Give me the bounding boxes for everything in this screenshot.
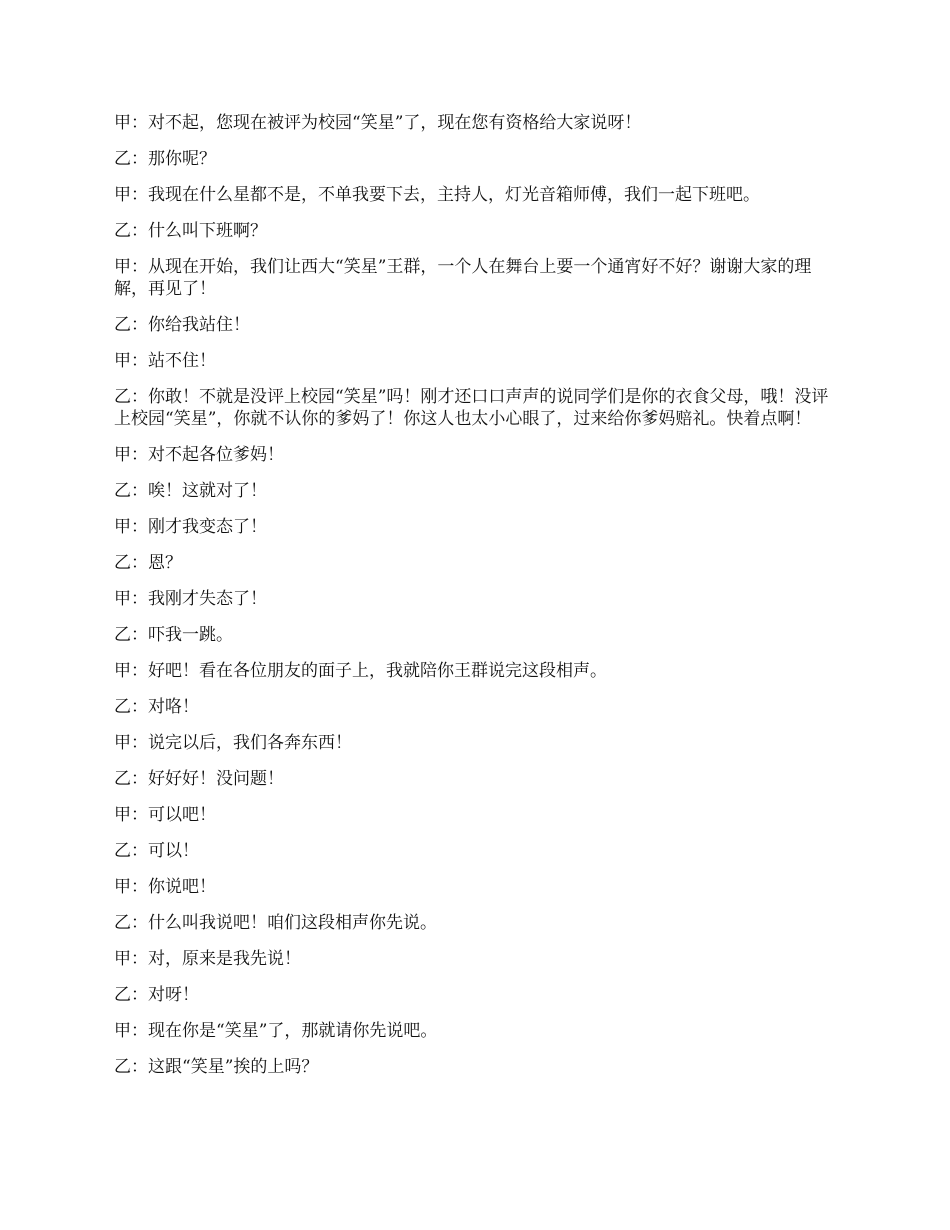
dialogue-line: 乙：你敢！不就是没评上校园“笑星”吗！刚才还口口声声的说同学们是你的衣食父母，哦！没评上校园“笑星”，你就不认你的爹妈了！你这人也太小心眼了，过来给你爹妈赔礼。快着点啊！: [114, 387, 829, 429]
dialogue-line: 乙：你给我站住！: [114, 315, 250, 335]
dialogue-line: 乙：恩？: [114, 553, 182, 573]
dialogue-line: 乙：对呀！: [114, 985, 199, 1005]
dialogue-line: 甲：从现在开始，我们让西大“笑星”王群，一个人在舞台上要一个通宵好不好？谢谢大家的理解，再见了！: [114, 257, 812, 299]
dialogue-line: 乙：唉！这就对了！: [114, 481, 267, 501]
dialogue-line: 甲：对不起，您现在被评为校园“笑星”了，现在您有资格给大家说呀！: [114, 113, 642, 133]
dialogue-text: [114, 112, 844, 1092]
dialogue-line: 甲：可以吧！: [114, 805, 216, 825]
dialogue-line: 乙：可以！: [114, 841, 199, 861]
dialogue-line: 乙：什么叫我说吧！咱们这段相声你先说。: [114, 913, 437, 933]
dialogue-line: 甲：对，原来是我先说！: [114, 949, 301, 969]
dialogue-line: 乙：对咯！: [114, 697, 199, 717]
dialogue-line: 甲：说完以后，我们各奔东西！: [114, 733, 352, 753]
dialogue-line: 乙：好好好！没问题！: [114, 769, 284, 789]
dialogue-line: 甲：站不住！: [114, 351, 216, 371]
dialogue-line: 乙：什么叫下班啊？: [114, 221, 267, 241]
dialogue-line: 乙：这跟“笑星”挨的上吗？: [114, 1057, 319, 1077]
dialogue-line: 乙：吓我一跳。: [114, 625, 233, 645]
dialogue-line: 乙：那你呢？: [114, 149, 216, 169]
dialogue-line: 甲：我现在什么星都不是，不单我要下去，主持人，灯光音箱师傅，我们一起下班吧。: [114, 185, 760, 205]
dialogue-line: 甲：好吧！看在各位朋友的面子上，我就陪你王群说完这段相声。: [114, 661, 607, 681]
dialogue-line: 甲：你说吧！: [114, 877, 216, 897]
dialogue-line: 甲：对不起各位爹妈！: [114, 445, 284, 465]
dialogue-line: 甲：现在你是“笑星”了，那就请你先说吧。: [114, 1021, 438, 1041]
dialogue-line: 甲：我刚才失态了！: [114, 589, 267, 609]
dialogue-line: 甲：刚才我变态了！: [114, 517, 267, 537]
